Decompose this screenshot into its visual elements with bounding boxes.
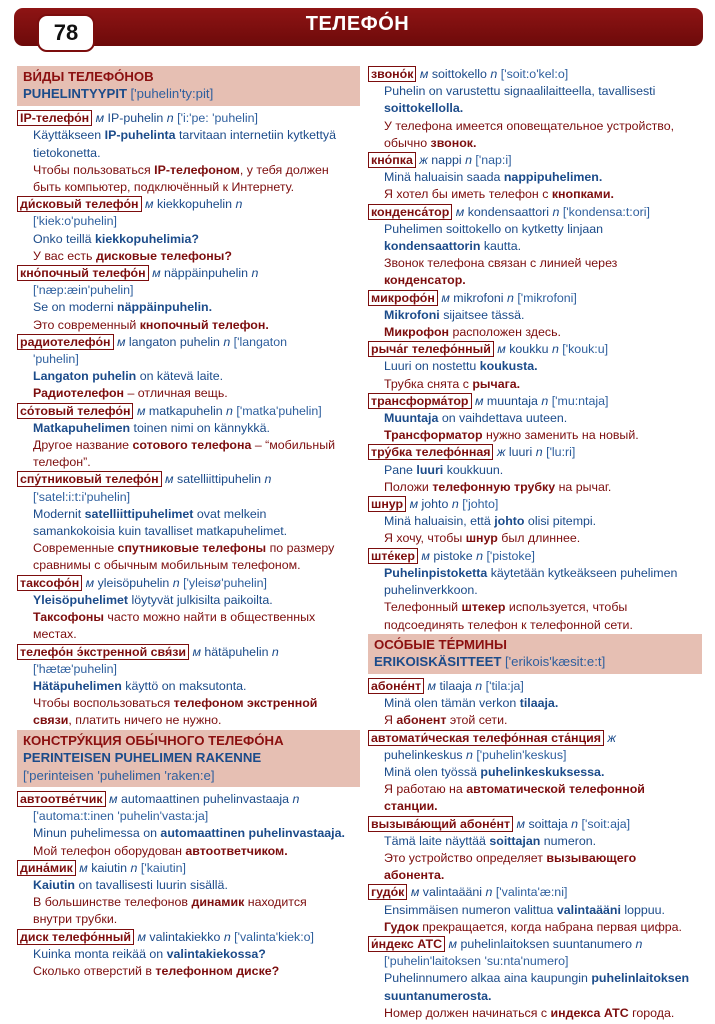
example-keyword: Muuntaja [384,411,439,426]
section-transcription: ['erikois'kæsit:e:t] [504,653,606,669]
example-ru: Радиотелефон – отличная вещь. [33,386,228,401]
headword: IP-телефо́н [17,110,92,126]
headword: шнур [368,496,406,512]
gender-mark-fi: n [223,334,231,349]
section-title-ru: ОСО́БЫЕ ТЕ́РМИНЫ [374,636,507,652]
gender-mark: м [136,403,146,418]
example-keyword: абонент [396,713,447,728]
entry-headword-line [17,110,360,127]
example-ru: Это устройство определяет вызывающего [384,850,637,865]
gender-mark: м [192,644,201,659]
transcription: ['kaiutin] [140,860,186,875]
headword: звоно́к [368,66,416,82]
example-keyword: конденсатор. [384,273,466,288]
finnish-translation: koukku [509,342,549,357]
gender-mark: м [109,791,118,806]
example-fi [368,100,702,117]
example-keyword: абонента. [384,868,445,883]
entry-headword-line [368,936,702,953]
example-ru: Звонок телефона связан с линией через [384,256,618,271]
example-keyword: Kaiutin [33,877,75,892]
headword: радиотелефо́н [17,334,114,350]
gender-mark-fi: n [130,860,138,875]
example-keyword: Микрофон [384,325,450,340]
headword: таксофо́н [17,575,82,591]
entry-headword-line [368,66,702,83]
headword: трансформа́тор [368,393,472,409]
entry-headword-line [368,678,702,695]
example-keyword: johto [494,514,525,529]
gender-mark-fi: n [476,548,483,563]
example-ru: местах. [33,627,77,642]
gender-mark: м [410,885,420,900]
example-keyword: телефонном диске? [155,963,280,978]
example-fi: Modernit satelliittipuhelimet ovat melkein [33,506,267,521]
finnish-translation: valintakiekko [149,929,221,944]
section-title-ru: КОНСТРУ́КЦИЯ ОБЫ́ЧНОГО ТЕЛЕФО́НА [23,732,284,748]
gender-mark-fi: n [166,111,174,126]
headword: конденса́тор [368,204,452,220]
example-fi: puhelinverkkoon. [384,583,478,598]
example-ru: Я хочу, чтобы шнур был длиннее. [384,531,581,546]
example-keyword: Радиотелефон [33,386,125,401]
gender-mark: м [474,393,484,408]
example-keyword: Puhelinpistoketta [384,565,488,580]
transcription: ['puhelin'keskus] [472,747,567,762]
section-title-fi: PUHELINTYYPIT [23,86,128,101]
gender-mark-fi: n [635,936,643,951]
example-keyword: Mikrofoni [384,307,440,322]
finnish-translation: yleisöpuhelin [97,575,170,590]
section-header [368,634,702,674]
gender-mark: м [516,816,525,831]
example-fi: Minä olen tämän verkon tilaaja. [384,696,559,711]
example-fi: tietokonetta. [33,145,101,160]
transcription-line: ['satel:i:t:i'puhelin] [33,489,131,504]
gender-mark-fi: n [271,644,279,659]
example-ru: Другое название сотового телефона – “мобильный [33,438,336,453]
gender-mark: м [165,472,174,487]
section-title-fi: ERIKOISKÄSITTEET [374,653,502,669]
example-fi: Tämä laite näyttää soittajan numeron. [384,833,597,848]
example-keyword: luuri [416,462,444,477]
transcription: ['kondensa:t:ori] [562,204,650,219]
finnish-translation: hätäpuhelin [204,644,269,659]
example-ru: связи, платить ничего не нужно. [33,713,222,728]
transcription: ['soit:aja] [581,816,631,831]
example-keyword: шнур [465,531,498,546]
example-keyword: kondensaattorin [384,239,481,254]
example-fi: Minä haluaisin saada nappipuhelimen. [384,170,603,185]
gender-mark: м [85,575,95,590]
gender-mark: м [409,497,419,512]
headword: гудо́к [368,884,407,900]
gender-mark: м [421,548,430,563]
gender-mark-fi: n [551,342,559,357]
example-fi: Ensimmäisen numeron valittua valintaääni loppuu. [384,902,665,917]
section-header [17,66,360,106]
finnish-translation: tilaaja [439,678,472,693]
finnish-translation: valintaääni [422,885,483,900]
example-fi: Minä olen työssä puhelinkeskuksessa. [384,764,605,779]
example-keyword: телефоном экстренной [173,696,318,711]
entry-headword-line [17,575,360,592]
example-keyword: nappipuhelimen. [503,170,603,185]
headword: автомати́ческая телефо́нная ста́нция [368,730,604,746]
example-keyword: valintaääni [556,902,621,917]
gender-mark: м [116,334,126,349]
entry-headword-line [368,816,702,833]
section-transcription: ['puhelin'ty:pit] [130,86,214,101]
gender-mark-fi: n [465,153,472,168]
left-column [17,66,360,980]
headword: вызыва́ющий абоне́нт [368,816,513,832]
example-ru: подсоединять телефон к телефонной сети. [384,617,633,632]
transcription: ['tila:ja] [485,678,524,693]
headword: ште́кер [368,548,418,564]
transcription-line: ['puhelin'laitoksen 'su:nta'numero] [384,954,569,969]
gender-mark: м [448,936,458,951]
headword: диск телефо́нный [17,929,134,945]
headword: телефо́н э́кстренной свя́зи [17,644,189,660]
example-ru: Номер должен начинаться с индекса АТС города. [384,1005,675,1020]
transcription: ['lu:ri] [546,445,576,460]
finnish-translation: kiekkopuhelin [156,197,233,212]
example-keyword: связи [33,713,69,728]
example-keyword: рычага. [472,376,521,391]
example-keyword: станции. [384,799,438,814]
gender-mark: м [427,678,436,693]
example-keyword: näppäinpuhelin. [117,300,213,315]
example-keyword: automaattinen puhelinvastaaja. [160,826,345,841]
headword: кно́почный телефо́н [17,265,149,281]
example-ru: Это современный кнопочный телефон. [33,317,269,332]
headword: рыча́г телефо́нный [368,341,494,357]
example-ru: внутри трубки. [33,912,118,927]
example-fi: Mikrofoni sijaitsee tässä. [384,307,525,322]
example-keyword: автоматической телефонной [466,782,645,797]
entry-headword-line [368,393,702,410]
example-fi: Se on moderni näppäinpuhelin. [33,300,213,315]
finnish-translation: muuntaja [486,393,538,408]
example-ru: быть компьютер, подключённый к Интернету. [33,180,295,195]
section-title-ru: ВИ́ДЫ ТЕЛЕФО́НОВ [23,69,154,84]
gender-mark-fi: n [571,816,579,831]
entry-headword-line [17,265,360,282]
example-fi: Matkapuhelimen toinen nimi on kännykkä. [33,420,270,435]
finnish-translation: kaiutin [91,860,128,875]
example-ru: В большинстве телефонов динамик находится [33,895,307,910]
example-fi: Puhelin on varustettu signaalilaitteella, tavallisesti [384,84,656,99]
gender-mark-fi: n [535,445,543,460]
entry-headword-line [17,860,360,877]
headword: со́товый телефо́н [17,403,133,419]
gender-mark: м [95,111,105,126]
finnish-translation: pistoke [433,548,473,563]
gender-mark-fi: n [251,266,259,281]
example-fi: Onko teillä kiekkopuhelimia? [33,231,199,246]
entry-headword-line [17,403,360,420]
headword: дина́мик [17,860,76,876]
gender-mark: м [441,290,450,305]
section-header [17,730,360,787]
example-fi: Puhelinnumero alkaa aina kaupungin puhelinlaitoksen [384,971,690,986]
example-ru: Гудок прекращается, когда набрана первая цифра. [384,919,682,934]
section-title-fi-line [23,85,354,103]
gender-mark-fi: n [465,747,473,762]
finnish-translation: kondensaattori [467,204,550,219]
example-fi: Minun puhelimessa on automaattinen puhelinvastaaja. [33,826,345,841]
example-keyword: автоответчиком. [185,843,288,858]
example-keyword: koukusta. [479,359,538,374]
example-ru: Положи телефонную трубку на рычаг. [384,479,612,494]
example-ru [368,798,702,815]
gender-mark-fi: n [223,929,231,944]
example-fi: Käyttäkseen IP-puhelinta tarvitaan internetiin kytkettyä [33,128,337,143]
transcription-line: ['automa:t:inen 'puhelin'vasta:ja] [33,809,209,824]
example-keyword: Langaton puhelin [33,369,137,384]
example-keyword: soittokellolla. [384,101,464,116]
example-ru: Сколько отверстий в телефонном диске? [33,963,280,978]
entry-headword-line [368,884,702,901]
example-ru: телефон”. [33,455,91,470]
example-keyword: дисковые телефоны? [95,248,232,263]
transcription: ['pistoke] [486,548,535,563]
example-ru [368,867,702,884]
gender-mark-fi: n [172,575,180,590]
example-fi: Hätäpuhelimen käyttö on maksutonta. [33,678,247,693]
gender-mark: м [497,342,506,357]
entry-headword-line [368,290,702,307]
example-ru: Чтобы воспользоваться телефоном экстренной [33,696,318,711]
headword: кно́пка [368,152,416,168]
finnish-translation: puhelinlaitoksen suuntanumero [460,936,633,951]
finnish-translation: soittaja [528,816,568,831]
finnish-translation: soittokello [431,67,487,81]
gender-mark: ж [607,730,616,745]
example-ru: Я работаю на автоматической телефонной [384,782,645,797]
example-keyword: вызывающего [546,850,637,865]
transcription: ['yleisø'puhelin] [183,575,267,590]
example-keyword: satelliittipuhelimet [84,506,194,521]
entry-headword-line [17,196,360,213]
example-keyword: IP-телефоном [154,162,240,177]
example-ru: Трансформатор нужно заменить на новый. [384,428,639,443]
transcription: ['mikrofoni] [517,290,577,305]
entry-headword-line [17,471,360,488]
example-keyword: puhelinlaitoksen [591,971,690,986]
gender-mark-fi: n [292,791,300,806]
example-fi: kondensaattorin kautta. [384,239,522,254]
example-ru: Мой телефон оборудован автоответчиком. [33,843,288,858]
transcription: ['nap:i] [475,153,512,168]
example-keyword: штекер [461,600,506,615]
example-fi: Luuri on nostettu koukusta. [384,359,538,374]
gender-mark: м [455,204,465,219]
example-keyword: kiekkopuhelimia? [94,231,199,246]
example-fi: Yleisöpuhelimet löytyvät julkisilta paikoilta. [33,592,273,607]
entry-headword-line [17,929,360,946]
finnish-translation: langaton puhelin [128,334,220,349]
gender-mark: ж [419,153,428,168]
example-ru: Таксофоны часто можно найти в общественных [33,610,316,625]
example-keyword: телефонную трубку [432,479,556,494]
section-title-fi-line [374,653,696,671]
example-keyword: динамик [191,895,245,910]
example-keyword: кнопочный телефон. [139,317,269,332]
transcription: ['johto] [462,497,499,512]
transcription: ['soit:o'kel:o] [500,67,569,81]
entry-headword-line [17,791,360,808]
transcription: ['matka'puhelin] [236,403,322,418]
finnish-translation: nappi [431,153,462,168]
entry-headword-line [368,341,702,358]
finnish-translation: luuri [508,445,533,460]
gender-mark: м [137,929,146,944]
transcription: ['valinta'æ:ni] [495,885,568,900]
finnish-translation: mikrofoni [453,290,504,305]
example-keyword: IP-puhelinta [104,128,176,143]
example-keyword: soittajan [489,833,541,848]
example-keyword: Гудок [384,919,419,934]
example-ru: Чтобы пользоваться IP-телефоном, у тебя должен [33,162,329,177]
example-fi: Minä haluaisin, että johto olisi pitempi. [384,514,597,529]
gender-mark-fi: n [490,67,498,81]
example-keyword: puhelinkeskuksessa. [480,764,605,779]
example-ru: сравнимы с обычным мобильным телефоном. [33,558,301,573]
transcription: ['i:'pe: 'puhelin] [177,111,258,126]
section-transcription: ['perinteisen 'puhelimen 'raken:e] [23,767,215,783]
example-keyword: Таксофоны [33,610,104,625]
transcription-line: 'puhelin] [33,352,79,367]
headword: автоотве́тчик [17,791,106,807]
headword: тру́бка телефо́нная [368,444,493,460]
headword: спу́тниковый телефо́н [17,471,162,487]
example-fi: puhelinkeskus n ['puhelin'keskus] [384,747,567,762]
finnish-translation: matkapuhelin [148,403,223,418]
finnish-translation: johto [421,497,449,512]
section-title-fi: PERINTEISEN PUHELIMEN RAKENNE [23,749,262,765]
page-title: ТЕЛЕФО́Н [305,13,410,35]
gender-mark-fi: n [235,197,243,212]
example-fi: Langaton puhelin on kätevä laite. [33,369,224,384]
entry-headword-line [368,548,702,565]
example-fi: Kaiutin on tavallisesti luurin sisällä. [33,877,228,892]
example-ru: Телефонный штекер используется, чтобы [384,600,628,615]
example-keyword: индекса АТС [550,1005,629,1020]
transcription-line: ['kiek:o'puhelin] [33,214,117,229]
gender-mark-fi: n [485,885,493,900]
example-keyword: valintakiekossa? [166,946,266,961]
example-keyword: Matkapuhelimen [33,420,131,435]
entry-headword-line [368,496,702,513]
example-keyword: кнопками. [551,187,614,202]
gender-mark-fi: n [552,204,560,219]
example-ru: Я хотел бы иметь телефон с кнопками. [384,187,614,202]
example-ru: У телефона имеется оповещательное устройство, [384,118,675,133]
finnish-translation: satelliittipuhelin [177,472,262,487]
example-fi [368,988,702,1005]
gender-mark-fi: n [264,472,272,487]
entry-headword-line [368,730,702,747]
example-fi: Pane luuri koukkuun. [384,462,504,477]
example-keyword: Трансформатор [384,428,483,443]
example-ru: Микрофон расположен здесь. [384,325,561,340]
gender-mark-fi: n [451,497,459,512]
example-keyword: сотового телефона [132,438,252,453]
gender-mark: м [419,67,429,81]
finnish-translation: näppäinpuhelin [164,266,249,281]
transcription: ['langaton [233,334,288,349]
transcription-line: ['næp:æin'puhelin] [33,283,134,298]
gender-mark-fi: n [506,290,514,305]
headword: микрофо́н [368,290,438,306]
transcription: ['valinta'kiek:o] [234,929,314,944]
example-ru: Трубка снята с рычага. [384,376,521,391]
example-fi: Puhelimen soittokello on kytketty linjaan [384,221,604,236]
example-ru: обычно звонок. [384,135,477,150]
example-keyword: спутниковые телефоны [117,541,267,556]
example-fi: Puhelinpistoketta käytetään kytkeäkseen puhelimen [384,565,678,580]
headword: абоне́нт [368,678,424,694]
example-fi: samankokoisia kuin tavalliset matkapuhelimet. [33,524,288,539]
finnish-translation: automaattinen puhelinvastaaja [120,791,290,806]
transcription: ['mu:ntaja] [551,393,609,408]
example-keyword: tilaaja. [519,696,559,711]
example-keyword: suuntanumerosta. [384,988,492,1003]
finnish-translation: IP-puhelin [107,111,164,126]
entry-headword-line [368,152,702,169]
gender-mark: ж [496,445,506,460]
section-title-fi-line [23,749,354,767]
entry-headword-line [368,204,702,221]
headword: ди́сковый телефо́н [17,196,142,212]
example-ru: Современные спутниковые телефоны по размеру [33,541,335,556]
example-fi: Muuntaja on vaihdettava uuteen. [384,411,568,426]
example-fi: Kuinka monta reikää on valintakiekossa? [33,946,266,961]
headword: и́ндекс АТС [368,936,445,952]
example-keyword: Yleisöpuhelimet [33,592,129,607]
example-keyword: звонок. [430,135,477,150]
gender-mark-fi: n [226,403,233,418]
gender-mark-fi: n [541,393,549,408]
entry-headword-line [17,334,360,351]
entry-headword-line [17,644,360,661]
right-column [368,66,702,1022]
transcription: ['kouk:u] [562,342,609,357]
example-ru [368,272,702,289]
entry-headword-line [368,444,702,461]
gender-mark-fi: n [475,678,483,693]
example-ru: Я абонент этой сети. [384,713,508,728]
example-keyword: Hätäpuhelimen [33,678,122,693]
gender-mark: м [152,266,161,281]
example-ru: У вас есть дисковые телефоны? [33,248,232,263]
transcription-line: ['hætæ'puhelin] [33,661,117,676]
page-number: 78 [37,14,95,52]
gender-mark: м [144,197,154,212]
gender-mark: м [79,860,88,875]
